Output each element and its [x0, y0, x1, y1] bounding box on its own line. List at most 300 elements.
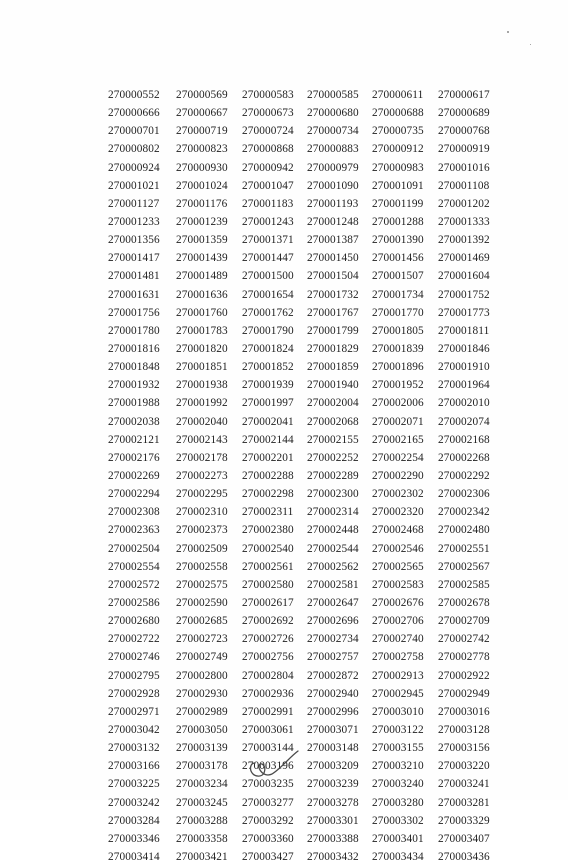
table-row	[106, 249, 502, 267]
number-cell: 270001910	[438, 361, 490, 374]
number-cell: 270000552	[108, 89, 160, 102]
number-cell: 270002722	[108, 633, 160, 646]
number-cell: 270000688	[372, 107, 424, 120]
number-cell: 270003209	[307, 760, 359, 773]
number-cell: 270002757	[307, 651, 359, 664]
number-cell: 270002572	[108, 578, 160, 591]
number-cell: 270002252	[307, 451, 359, 464]
table-row	[106, 521, 502, 539]
number-cell: 270002647	[307, 597, 359, 609]
number-cell: 270002561	[242, 560, 294, 573]
number-cell: 270003144	[242, 742, 294, 755]
number-cell: 270003210	[372, 760, 424, 773]
number-cell: 270001183	[242, 197, 294, 210]
number-cell: 270000617	[438, 89, 490, 102]
number-cell: 270002006	[372, 397, 424, 410]
number-cell: 270003346	[108, 832, 160, 845]
number-cell: 270002295	[176, 488, 228, 501]
number-cell: 270002580	[242, 578, 294, 591]
number-cell: 270002040	[176, 415, 228, 428]
number-cell: 270001447	[242, 252, 294, 265]
number-cell: 270002746	[108, 651, 160, 664]
scan-speck	[507, 31, 509, 33]
number-cell: 270001456	[372, 252, 424, 265]
number-cell: 270003414	[108, 850, 160, 863]
number-cell: 270002872	[307, 669, 359, 682]
number-cell: 270002740	[372, 633, 424, 646]
table-row	[106, 793, 502, 811]
number-cell: 270001390	[372, 234, 424, 247]
number-cell: 270001851	[176, 361, 228, 374]
table-row	[106, 394, 502, 412]
number-cell: 270001604	[438, 270, 490, 283]
number-cell: 270003242	[108, 796, 160, 809]
table-row	[106, 648, 502, 666]
number-cell: 270001852	[242, 361, 294, 374]
number-cell: 270003401	[372, 832, 424, 845]
number-cell: 270003139	[176, 742, 228, 755]
number-cell: 270001732	[307, 288, 359, 301]
number-cell: 270002749	[176, 651, 228, 664]
table-row	[106, 703, 502, 721]
number-cell: 270002292	[438, 470, 490, 483]
number-cell: 270002074	[438, 415, 490, 428]
number-cell: 270001770	[372, 306, 424, 319]
number-cell: 270003301	[307, 814, 359, 827]
number-cell: 270001829	[307, 343, 359, 356]
number-cell: 270003010	[372, 705, 424, 718]
number-cell: 270002575	[176, 578, 228, 591]
number-cell: 270002540	[242, 542, 294, 555]
number-cell: 270002290	[372, 470, 424, 483]
number-cell: 270001233	[108, 216, 160, 229]
number-cell: 270001805	[372, 324, 424, 337]
number-cell: 270000912	[372, 143, 424, 156]
number-cell: 270002320	[372, 506, 424, 519]
number-cell: 270001997	[242, 397, 294, 410]
number-cell: 270001504	[307, 270, 359, 283]
table-row	[106, 267, 502, 285]
number-cell: 270002940	[307, 687, 359, 700]
number-cell: 270001631	[108, 288, 160, 301]
number-cell: 270000583	[242, 89, 294, 102]
table-row	[106, 140, 502, 158]
number-cell: 270001939	[242, 379, 294, 392]
number-cell: 270002168	[438, 433, 490, 446]
number-cell: 270002583	[372, 578, 424, 591]
number-cell: 270002581	[307, 578, 359, 591]
number-cell: 270002038	[108, 415, 160, 428]
table-row	[106, 195, 502, 213]
number-cell: 270002706	[372, 615, 424, 628]
number-cell: 270003148	[307, 742, 359, 755]
number-cell: 270001760	[176, 306, 228, 319]
table-row	[106, 848, 502, 866]
number-cell: 270001500	[242, 270, 294, 283]
table-row	[106, 503, 502, 521]
number-cell: 270002778	[438, 651, 490, 664]
number-cell: 270001417	[108, 252, 160, 265]
table-row	[106, 213, 502, 231]
table-row	[106, 721, 502, 739]
number-cell: 270001988	[108, 397, 160, 410]
number-cell: 270002041	[242, 415, 294, 428]
number-cell: 270002298	[242, 488, 294, 501]
number-cell: 270002480	[438, 524, 490, 537]
number-cell: 270002676	[372, 597, 424, 609]
table-row	[106, 159, 502, 177]
number-cell: 270002989	[176, 705, 228, 718]
number-cell: 270003292	[242, 814, 294, 827]
number-cell: 270000734	[307, 125, 359, 138]
number-cell: 270003156	[438, 742, 490, 755]
number-cell: 270003427	[242, 850, 294, 863]
number-cell: 270002068	[307, 415, 359, 428]
number-cell: 270001783	[176, 324, 228, 337]
number-cell: 270001992	[176, 397, 228, 410]
number-cell: 270002155	[307, 433, 359, 446]
number-cell: 270002504	[108, 542, 160, 555]
number-cell: 270000768	[438, 125, 490, 138]
number-cell: 270001371	[242, 234, 294, 247]
number-cell: 270000666	[108, 107, 160, 120]
table-row	[106, 286, 502, 304]
table-row	[106, 376, 502, 394]
number-cell: 270001091	[372, 179, 424, 192]
number-cell: 270002928	[108, 687, 160, 700]
number-cell: 270001021	[108, 179, 160, 192]
number-cell: 270002546	[372, 542, 424, 555]
number-cell: 270000569	[176, 89, 228, 102]
number-cell: 270001839	[372, 343, 424, 356]
number-cell: 270002380	[242, 524, 294, 537]
number-cell: 270002254	[372, 451, 424, 464]
table-row	[106, 485, 502, 503]
number-cell: 270002709	[438, 615, 490, 628]
table-row	[106, 449, 502, 467]
number-cell: 270002590	[176, 597, 228, 609]
table-row	[106, 830, 502, 848]
number-cell: 270001952	[372, 379, 424, 392]
number-cell: 270000735	[372, 125, 424, 138]
number-cell: 270003280	[372, 796, 424, 809]
number-cell: 270003050	[176, 723, 228, 736]
number-cell: 270002273	[176, 470, 228, 483]
number-cell: 270002314	[307, 506, 359, 519]
number-cell: 270001243	[242, 216, 294, 229]
number-cell: 270002178	[176, 451, 228, 464]
number-cell: 270002300	[307, 488, 359, 501]
number-cell: 270002373	[176, 524, 228, 537]
table-row	[106, 467, 502, 485]
number-cell: 270000701	[108, 125, 160, 138]
number-cell: 270003434	[372, 850, 424, 863]
number-cell: 270002306	[438, 488, 490, 501]
number-cell: 270002742	[438, 633, 490, 646]
number-cell: 270003196	[242, 760, 294, 773]
number-cell: 270002696	[307, 615, 359, 628]
number-cell: 270003281	[438, 796, 490, 809]
number-cell: 270002289	[307, 470, 359, 483]
table-row	[106, 558, 502, 576]
number-cell: 270001762	[242, 306, 294, 319]
number-cell: 270002121	[108, 433, 160, 446]
number-cell: 270002448	[307, 524, 359, 537]
number-cell: 270001938	[176, 379, 228, 392]
number-cell: 270001090	[307, 179, 359, 192]
number-cell: 270002010	[438, 397, 490, 410]
number-cell: 270002176	[108, 451, 160, 464]
number-cell: 270001507	[372, 270, 424, 283]
number-cell: 270001773	[438, 306, 490, 319]
number-cell: 270000979	[307, 161, 359, 174]
number-cell: 270003278	[307, 796, 359, 809]
number-cell: 270002071	[372, 415, 424, 428]
number-cell: 270003284	[108, 814, 160, 827]
number-cell: 270002554	[108, 560, 160, 573]
number-cell: 270002678	[438, 597, 490, 609]
number-cell: 270002726	[242, 633, 294, 646]
number-cell: 270002302	[372, 488, 424, 501]
number-cell: 270003132	[108, 742, 160, 755]
number-cell: 270001333	[438, 216, 490, 229]
number-cell: 270001848	[108, 361, 160, 374]
number-cell: 270003245	[176, 796, 228, 809]
number-cell: 270001654	[242, 288, 294, 301]
number-cell: 270002586	[108, 597, 160, 609]
number-cell: 270002692	[242, 615, 294, 628]
number-cell: 270000942	[242, 161, 294, 174]
table-row	[106, 340, 502, 358]
number-cell: 270002308	[108, 506, 160, 519]
number-cell: 270002734	[307, 633, 359, 646]
number-cell: 270002342	[438, 506, 490, 519]
number-cell: 270002949	[438, 687, 490, 700]
number-cell: 270000724	[242, 125, 294, 138]
number-cell: 270002585	[438, 578, 490, 591]
number-cell: 270002723	[176, 633, 228, 646]
table-row	[106, 231, 502, 249]
number-cell: 270003071	[307, 723, 359, 736]
number-cell: 270001439	[176, 252, 228, 265]
number-cell: 270003042	[108, 723, 160, 736]
table-row	[106, 667, 502, 685]
number-cell: 270002201	[242, 451, 294, 464]
number-cell: 270002800	[176, 669, 228, 682]
number-cell: 270001359	[176, 234, 228, 247]
table-row	[106, 594, 502, 612]
number-cell: 270003122	[372, 723, 424, 736]
number-cell: 270003155	[372, 742, 424, 755]
number-cell: 270002562	[307, 560, 359, 573]
number-cell: 270001824	[242, 343, 294, 356]
number-cell: 270003016	[438, 705, 490, 718]
number-cell: 270002310	[176, 506, 228, 519]
number-cell: 270000611	[372, 89, 424, 102]
number-cell: 270000673	[242, 107, 294, 120]
table-row	[106, 322, 502, 340]
number-cell: 270000924	[108, 161, 160, 174]
number-cell: 270002551	[438, 542, 490, 555]
number-cell: 270002544	[307, 542, 359, 555]
number-cell: 270002680	[108, 615, 160, 628]
number-cell: 270001450	[307, 252, 359, 265]
number-cell: 270002363	[108, 524, 160, 537]
number-cell: 270000719	[176, 125, 228, 138]
scan-speck	[530, 44, 531, 45]
number-cell: 270003128	[438, 723, 490, 736]
number-cell: 270001767	[307, 306, 359, 319]
number-cell: 270001636	[176, 288, 228, 301]
number-cell: 270000689	[438, 107, 490, 120]
number-cell: 270002294	[108, 488, 160, 501]
table-row	[106, 86, 502, 104]
number-cell: 270002936	[242, 687, 294, 700]
number-cell: 270002795	[108, 669, 160, 682]
table-row	[106, 304, 502, 322]
number-cell: 270002991	[242, 705, 294, 718]
number-cell: 270001356	[108, 234, 160, 247]
number-cell: 270000983	[372, 161, 424, 174]
table-row	[106, 685, 502, 703]
number-cell: 270001392	[438, 234, 490, 247]
number-cell: 270000883	[307, 143, 359, 156]
number-cell: 270003329	[438, 814, 490, 827]
number-cell: 270002756	[242, 651, 294, 664]
number-cell: 270002509	[176, 542, 228, 555]
number-cell: 270001756	[108, 306, 160, 319]
number-cell: 270002617	[242, 597, 294, 609]
number-cell: 270002804	[242, 669, 294, 682]
number-cell: 270003241	[438, 778, 490, 791]
table-row	[106, 612, 502, 630]
table-row	[106, 630, 502, 648]
table-row	[106, 576, 502, 594]
number-cell: 270002288	[242, 470, 294, 483]
number-cell: 270001387	[307, 234, 359, 247]
table-row	[106, 540, 502, 558]
number-cell: 270002311	[242, 506, 294, 519]
number-cell: 270002971	[108, 705, 160, 718]
number-cell: 270002922	[438, 669, 490, 682]
number-cell: 270001820	[176, 343, 228, 356]
number-cell: 270001047	[242, 179, 294, 192]
number-cell: 270002558	[176, 560, 228, 573]
number-cell: 270003234	[176, 778, 228, 791]
number-cell: 270001846	[438, 343, 490, 356]
number-cell: 270001481	[108, 270, 160, 283]
number-cell: 270001248	[307, 216, 359, 229]
number-cell: 270002165	[372, 433, 424, 446]
number-cell: 270001816	[108, 343, 160, 356]
number-cell: 270000585	[307, 89, 359, 102]
number-cell: 270003358	[176, 832, 228, 845]
number-cell: 270001859	[307, 361, 359, 374]
number-cell: 270002565	[372, 560, 424, 573]
number-cell: 270002996	[307, 705, 359, 718]
table-row	[106, 812, 502, 830]
number-cell: 270002930	[176, 687, 228, 700]
number-cell: 270002269	[108, 470, 160, 483]
number-cell: 270003061	[242, 723, 294, 736]
number-cell: 270003360	[242, 832, 294, 845]
number-cell: 270001016	[438, 161, 490, 174]
number-cell: 270001811	[438, 324, 490, 337]
number-cell: 270002144	[242, 433, 294, 446]
number-cell: 270003235	[242, 778, 294, 791]
number-cell: 270001932	[108, 379, 160, 392]
number-cell: 270000868	[242, 143, 294, 156]
number-cell: 270003288	[176, 814, 228, 827]
table-row	[106, 122, 502, 140]
number-cell: 270001896	[372, 361, 424, 374]
number-cell: 270003302	[372, 814, 424, 827]
number-cell: 270002468	[372, 524, 424, 537]
number-cell: 270003240	[372, 778, 424, 791]
number-cell: 270002758	[372, 651, 424, 664]
number-cell: 270002004	[307, 397, 359, 410]
number-cell: 270001752	[438, 288, 490, 301]
number-cell: 270001193	[307, 197, 359, 210]
table-row	[106, 358, 502, 376]
number-cell: 270003407	[438, 832, 490, 845]
number-cell: 270001288	[372, 216, 424, 229]
table-row	[106, 413, 502, 431]
number-cell: 270003220	[438, 760, 490, 773]
number-cell: 270000802	[108, 143, 160, 156]
number-cell: 270001734	[372, 288, 424, 301]
number-cell: 270003277	[242, 796, 294, 809]
table-row	[106, 177, 502, 195]
number-cell: 270000919	[438, 143, 490, 156]
number-cell: 270001790	[242, 324, 294, 337]
table-row	[106, 431, 502, 449]
number-cell: 270001024	[176, 179, 228, 192]
number-cell: 270001489	[176, 270, 228, 283]
number-cell: 270003166	[108, 760, 160, 773]
number-cell: 270002945	[372, 687, 424, 700]
number-cell: 270001127	[108, 197, 160, 210]
number-cell: 270003178	[176, 760, 228, 773]
number-cell: 270000823	[176, 143, 228, 156]
number-cell: 270001469	[438, 252, 490, 265]
number-cell: 270001199	[372, 197, 424, 210]
number-cell: 270003239	[307, 778, 359, 791]
number-cell: 270001940	[307, 379, 359, 392]
number-cell: 270001176	[176, 197, 228, 210]
number-cell: 270002567	[438, 560, 490, 573]
number-cell: 270003421	[176, 850, 228, 863]
number-cell: 270001202	[438, 197, 490, 210]
number-cell: 270002685	[176, 615, 228, 628]
signature-icon	[246, 746, 306, 782]
number-cell: 270003388	[307, 832, 359, 845]
number-cell: 270001780	[108, 324, 160, 337]
number-cell: 270001239	[176, 216, 228, 229]
number-cell: 270002913	[372, 669, 424, 682]
number-cell: 270001964	[438, 379, 490, 392]
number-cell: 270002143	[176, 433, 228, 446]
number-cell: 270001799	[307, 324, 359, 337]
number-cell: 270000680	[307, 107, 359, 120]
number-cell: 270000667	[176, 107, 228, 120]
table-row	[106, 104, 502, 122]
number-cell: 270003436	[438, 850, 490, 863]
number-cell: 270000930	[176, 161, 228, 174]
number-cell: 270001108	[438, 179, 490, 192]
number-cell: 270002268	[438, 451, 490, 464]
number-cell: 270003225	[108, 778, 160, 791]
